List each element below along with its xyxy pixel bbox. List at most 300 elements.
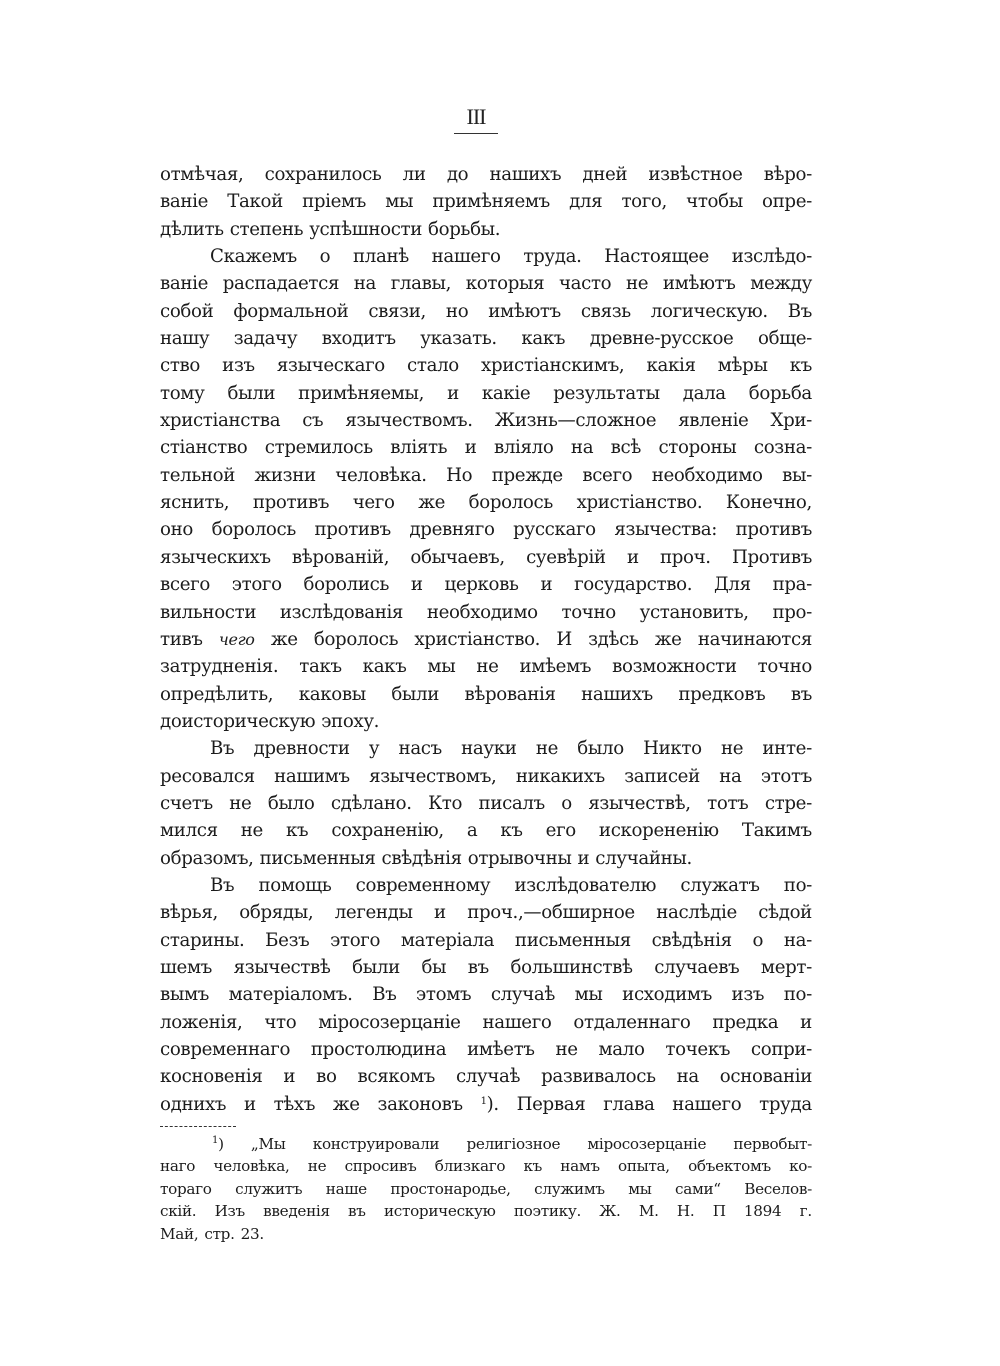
- word: въ: [790, 683, 812, 705]
- word: дала: [682, 382, 726, 404]
- word: вѣрованій,: [291, 546, 390, 568]
- word: служимъ: [534, 1179, 605, 1198]
- word: вліяло: [493, 437, 554, 459]
- word: планѣ: [353, 246, 409, 268]
- text-line: [160, 1091, 812, 1118]
- word: случайны.: [595, 847, 692, 869]
- word: государство.: [574, 574, 693, 596]
- word: борьбы.: [428, 218, 501, 240]
- word: степень: [229, 218, 304, 240]
- word: на-: [783, 929, 812, 951]
- word: опре-: [762, 191, 812, 213]
- word: и: [540, 574, 553, 596]
- word: противъ: [252, 492, 330, 514]
- word: конструировали: [312, 1135, 440, 1153]
- text-line: [160, 161, 812, 188]
- word: на: [570, 437, 594, 459]
- word: того,: [621, 191, 667, 213]
- word: и: [410, 574, 423, 596]
- word: мы: [574, 984, 603, 1006]
- word: Конечно,: [725, 492, 812, 514]
- word: матеріаломъ.: [228, 984, 353, 1006]
- word: между: [750, 273, 812, 295]
- word: мѣры: [717, 355, 768, 377]
- word: сопри-: [750, 1039, 812, 1060]
- word: такъ: [299, 656, 342, 678]
- word: современному: [355, 874, 491, 896]
- word: язычествомъ.: [345, 410, 473, 432]
- text-line: [160, 380, 812, 407]
- word: вѣро-: [763, 164, 812, 185]
- text-line: [160, 927, 812, 954]
- word: чего: [352, 492, 395, 514]
- word: г.: [799, 1202, 812, 1221]
- word: Противъ: [731, 546, 812, 568]
- word: Скажемъ: [210, 246, 297, 268]
- word: опыта,: [617, 1157, 670, 1176]
- word: не: [307, 1157, 327, 1176]
- text-line: [160, 599, 812, 626]
- footnote-line: [160, 1223, 812, 1245]
- word: же: [270, 628, 298, 650]
- word: міросозерцаніе: [318, 1011, 461, 1033]
- text-line: [160, 352, 812, 379]
- word: легенды: [334, 902, 413, 924]
- word: свѣдѣнія: [381, 847, 462, 869]
- word: главы,: [390, 273, 452, 295]
- word: отдаленнаго: [573, 1011, 691, 1033]
- word: борьба: [748, 382, 812, 404]
- word: здѣсь: [588, 628, 639, 650]
- word: а: [466, 820, 478, 842]
- text-line: [160, 1009, 812, 1036]
- word: ресовался: [160, 765, 255, 787]
- word: примѣняемы,: [298, 382, 425, 404]
- paragraph: [160, 161, 812, 243]
- text-line: [160, 954, 812, 981]
- word: язычества:: [614, 519, 718, 541]
- word: часто: [558, 273, 612, 295]
- word: суевѣрій: [526, 546, 606, 568]
- word: связь: [580, 300, 631, 322]
- word: Настоящее: [604, 246, 709, 268]
- word: $^1$).: [480, 1093, 499, 1115]
- word: ваніе: [160, 191, 209, 213]
- word: ложенія,: [160, 1011, 243, 1033]
- word: ли: [402, 164, 426, 185]
- text-line: [160, 626, 812, 653]
- word: нашихъ: [489, 164, 562, 185]
- word: писалъ: [478, 792, 545, 814]
- word: искорененію: [598, 820, 719, 842]
- word: и: [243, 1093, 256, 1115]
- word: развивалось: [541, 1066, 656, 1088]
- text-line: [160, 817, 812, 844]
- word: мился: [160, 820, 218, 842]
- word: древне-русское: [589, 328, 734, 350]
- text-line: [160, 845, 812, 872]
- word: „Мы: [250, 1135, 286, 1153]
- footnote: [160, 1133, 812, 1245]
- word: чтобы: [686, 191, 743, 213]
- word: намъ: [560, 1157, 600, 1176]
- word: примѣняемъ: [432, 191, 550, 213]
- word: опредѣлить,: [160, 683, 274, 705]
- word: Изъ: [214, 1202, 245, 1221]
- word: о: [561, 792, 572, 814]
- word: отмѣчая,: [160, 164, 244, 185]
- text-line: [160, 325, 812, 352]
- word: 1894: [743, 1202, 782, 1221]
- word: дѣлить: [160, 218, 224, 240]
- word: не: [626, 273, 649, 295]
- word: въ: [348, 1202, 366, 1221]
- word: стр.: [204, 1224, 235, 1243]
- word: о: [319, 246, 331, 268]
- text-line: [160, 681, 812, 708]
- word: обряды,: [239, 902, 314, 924]
- word: случаѣ: [455, 1066, 521, 1088]
- word: результаты: [553, 382, 660, 404]
- text-line: [160, 489, 812, 516]
- word: язычествѣ,: [588, 792, 691, 814]
- text-line: [160, 544, 812, 571]
- word: тораго: [160, 1179, 212, 1198]
- word: язычествомъ,: [369, 765, 497, 787]
- body-text: [160, 161, 812, 1118]
- word: какія: [646, 355, 696, 377]
- word: русскаго: [513, 519, 596, 541]
- word: объектомъ: [688, 1157, 771, 1176]
- word: религіозное: [466, 1135, 561, 1153]
- word: И: [556, 628, 572, 650]
- word: христіанство.: [576, 492, 703, 514]
- word: точно: [561, 601, 616, 623]
- footnote-marker: $^1$): [212, 1135, 224, 1153]
- word: необходимо: [651, 464, 763, 486]
- word: инте-: [762, 738, 812, 760]
- word: вѣрья,: [160, 902, 218, 924]
- word: были: [227, 382, 276, 404]
- word: наше: [325, 1179, 367, 1198]
- word: и: [800, 1011, 812, 1033]
- word: входитъ: [321, 328, 396, 350]
- word: было: [577, 738, 624, 760]
- word: связи,: [368, 300, 426, 322]
- word: имѣемъ: [519, 656, 592, 678]
- word: вліять: [390, 437, 448, 459]
- word: и: [626, 546, 639, 568]
- word: древняго: [409, 519, 495, 541]
- word: тому: [160, 382, 205, 404]
- word: Веселов-: [744, 1179, 812, 1198]
- word: имѣетъ: [467, 1039, 535, 1060]
- word: ваніе: [160, 273, 209, 295]
- word: Въ: [210, 738, 235, 760]
- word: нашихъ: [581, 683, 653, 705]
- word: каковы: [298, 683, 366, 705]
- word: вымъ: [160, 984, 210, 1006]
- word: предковъ: [678, 683, 766, 705]
- word: точно: [757, 656, 812, 678]
- word: къ: [500, 820, 523, 842]
- word: извѣстное: [648, 164, 743, 185]
- word: 23.: [240, 1224, 264, 1243]
- word: оно: [160, 519, 193, 541]
- word: христіанскимъ,: [481, 355, 625, 377]
- footnote-line: [160, 1133, 812, 1155]
- word: вы-: [782, 464, 812, 486]
- word: сдѣлано.: [330, 792, 412, 814]
- word: помощь: [258, 874, 332, 896]
- word: сѣдой: [758, 902, 812, 924]
- word: пра-: [772, 574, 812, 596]
- word: древности: [253, 738, 350, 760]
- word: Жизнь—сложное: [494, 410, 657, 432]
- word: труда.: [523, 246, 582, 268]
- word: введенія: [263, 1202, 330, 1221]
- word: этотъ: [760, 765, 812, 787]
- word: Май,: [160, 1224, 199, 1243]
- text-line: [160, 653, 812, 680]
- word: изъ: [222, 355, 255, 377]
- word: въ: [467, 956, 489, 978]
- text-line: [160, 1063, 812, 1090]
- word: боролось: [313, 628, 399, 650]
- word: боролось: [468, 492, 553, 514]
- word: простолюдина: [310, 1039, 447, 1060]
- word: обычаевъ,: [410, 546, 505, 568]
- page-number-rule: [454, 133, 498, 134]
- word: Такой: [227, 191, 283, 213]
- word: никакихъ: [515, 765, 605, 787]
- word: свѣдѣнія: [651, 929, 732, 951]
- word: нашего: [482, 1011, 552, 1033]
- word: наго: [160, 1157, 196, 1176]
- text-line: [160, 407, 812, 434]
- word: случаевъ: [654, 956, 740, 978]
- text-line: [160, 708, 812, 735]
- word: явленіе: [678, 410, 749, 432]
- word: противъ: [735, 519, 812, 541]
- word: глава: [603, 1093, 655, 1115]
- word: міросозерцаніе: [587, 1135, 707, 1153]
- word: всѣ: [610, 437, 641, 459]
- word: отрывочны: [467, 847, 572, 869]
- word: по-: [783, 984, 812, 1006]
- word: старины.: [160, 929, 245, 951]
- text-line: [160, 571, 812, 598]
- word: что: [264, 1011, 297, 1033]
- word: этомъ: [416, 984, 472, 1006]
- word: Хри-: [770, 410, 812, 432]
- word: Первая: [516, 1093, 586, 1115]
- word: и: [283, 1066, 296, 1088]
- word: было: [267, 792, 315, 814]
- word: о: [752, 929, 764, 951]
- word: стало: [407, 355, 459, 377]
- word: ство: [160, 355, 201, 377]
- word: и: [464, 437, 477, 459]
- word: къ: [286, 820, 309, 842]
- word: къ: [789, 355, 812, 377]
- word: М.: [638, 1202, 659, 1221]
- word: христіанства: [160, 410, 281, 432]
- word: поэтику.: [513, 1202, 581, 1221]
- word: всего: [160, 574, 210, 596]
- word: мы: [385, 191, 414, 213]
- word: стіанство: [160, 437, 248, 459]
- word: имѣютъ: [488, 300, 561, 322]
- paragraph: [160, 735, 812, 872]
- word: тивъ: [160, 628, 203, 650]
- paragraph: [160, 872, 812, 1118]
- word: образомъ,: [160, 847, 254, 869]
- word: церковь: [444, 574, 519, 596]
- word: этого: [231, 574, 282, 596]
- word: христіанство.: [414, 628, 541, 650]
- word: но: [445, 300, 469, 322]
- word: не: [240, 820, 263, 842]
- word: человѣка.: [335, 464, 427, 486]
- word: его: [545, 820, 576, 842]
- word: къ: [523, 1157, 543, 1176]
- word: для: [569, 191, 603, 213]
- word: мы: [427, 656, 456, 678]
- word: П: [712, 1202, 726, 1221]
- word: же: [418, 492, 446, 514]
- word: записей: [624, 765, 700, 787]
- word: во: [316, 1066, 337, 1088]
- word: имѣютъ: [662, 273, 736, 295]
- word: боролись: [303, 574, 390, 596]
- word: бы: [421, 956, 447, 978]
- word: на: [353, 273, 377, 295]
- word: и: [447, 382, 459, 404]
- text-line: [160, 1036, 812, 1063]
- word: косновенія: [160, 1066, 263, 1088]
- word: большинствѣ: [510, 956, 633, 978]
- word: какъ: [521, 328, 566, 350]
- word: точекъ: [665, 1039, 731, 1060]
- word: сохранилось: [264, 164, 382, 185]
- word: случаѣ: [490, 984, 556, 1006]
- word: скій.: [160, 1202, 197, 1221]
- word: доисторическую: [160, 710, 316, 732]
- word: этого: [330, 929, 381, 951]
- word: исходимъ: [622, 984, 712, 1006]
- word: противъ: [314, 519, 391, 541]
- word: Безъ: [265, 929, 310, 951]
- word: всякомъ: [357, 1066, 436, 1088]
- word: труда: [759, 1093, 812, 1115]
- text-line: [160, 216, 812, 243]
- word: Никто: [643, 738, 702, 760]
- word: затрудненія.: [160, 656, 279, 678]
- word: служитъ: [235, 1179, 303, 1198]
- word: стремилось: [264, 437, 373, 459]
- word: были: [352, 956, 400, 978]
- word: Въ: [787, 300, 812, 322]
- word: Ж.: [599, 1202, 621, 1221]
- word: возможности: [612, 656, 737, 678]
- word: первобыт-: [733, 1135, 812, 1153]
- word: языческаго: [276, 355, 385, 377]
- word: какіе: [481, 382, 531, 404]
- text-line: [160, 270, 812, 297]
- text-line: [160, 298, 812, 325]
- word: не: [229, 792, 252, 814]
- word: насъ: [398, 738, 442, 760]
- word: тѣхъ: [273, 1093, 316, 1115]
- word: письменныя: [259, 847, 376, 869]
- word: указать.: [420, 328, 497, 350]
- word: жизни: [254, 464, 316, 486]
- word: нашего: [672, 1093, 742, 1115]
- word: проч.: [659, 546, 711, 568]
- word: законовъ: [377, 1093, 463, 1115]
- word: тотъ: [707, 792, 749, 814]
- footnote-line: [160, 1178, 812, 1200]
- page-number: III: [466, 104, 486, 129]
- word: необходимо: [426, 601, 538, 623]
- word: съ: [302, 410, 324, 432]
- word: эпоху.: [321, 710, 380, 732]
- word: языческихъ: [160, 546, 271, 568]
- word: не: [476, 656, 499, 678]
- text-line: [160, 516, 812, 543]
- word: изслѣдо-: [731, 246, 812, 268]
- word: созна-: [753, 437, 812, 459]
- word: историческую: [383, 1202, 496, 1221]
- text-line: [160, 434, 812, 461]
- word: сохраненію,: [331, 820, 444, 842]
- text-line: [160, 462, 812, 489]
- word: однихъ: [160, 1093, 227, 1115]
- word: шемъ: [160, 956, 212, 978]
- word: стороны: [658, 437, 737, 459]
- word: обще-: [758, 328, 812, 350]
- word: успѣшности: [309, 218, 423, 240]
- word: же: [654, 628, 682, 650]
- word: вѣрованія: [464, 683, 556, 705]
- word: вильности: [160, 601, 257, 623]
- word: служатъ: [680, 874, 760, 896]
- paragraph: [160, 243, 812, 735]
- word: простонародье,: [390, 1179, 511, 1198]
- word: Кто: [428, 792, 463, 814]
- word: изслѣдователю: [514, 874, 657, 896]
- text-line: [160, 790, 812, 817]
- word: яснить,: [160, 492, 230, 514]
- word: чего: [218, 629, 255, 649]
- word: начинаются: [697, 628, 812, 650]
- word: изслѣдованія: [279, 601, 404, 623]
- word: и: [434, 902, 446, 924]
- word: спросивъ: [344, 1157, 417, 1176]
- footnote-separator: [160, 1126, 236, 1128]
- word: Н.: [676, 1202, 695, 1221]
- text-line: [160, 763, 812, 790]
- word: сами“: [674, 1179, 721, 1198]
- word: про-: [772, 601, 812, 623]
- word: науки: [461, 738, 517, 760]
- word: близкаго: [434, 1157, 506, 1176]
- word: мерт-: [760, 956, 812, 978]
- word: нашего: [431, 246, 501, 268]
- text-line: [160, 188, 812, 215]
- word: собой: [160, 300, 214, 322]
